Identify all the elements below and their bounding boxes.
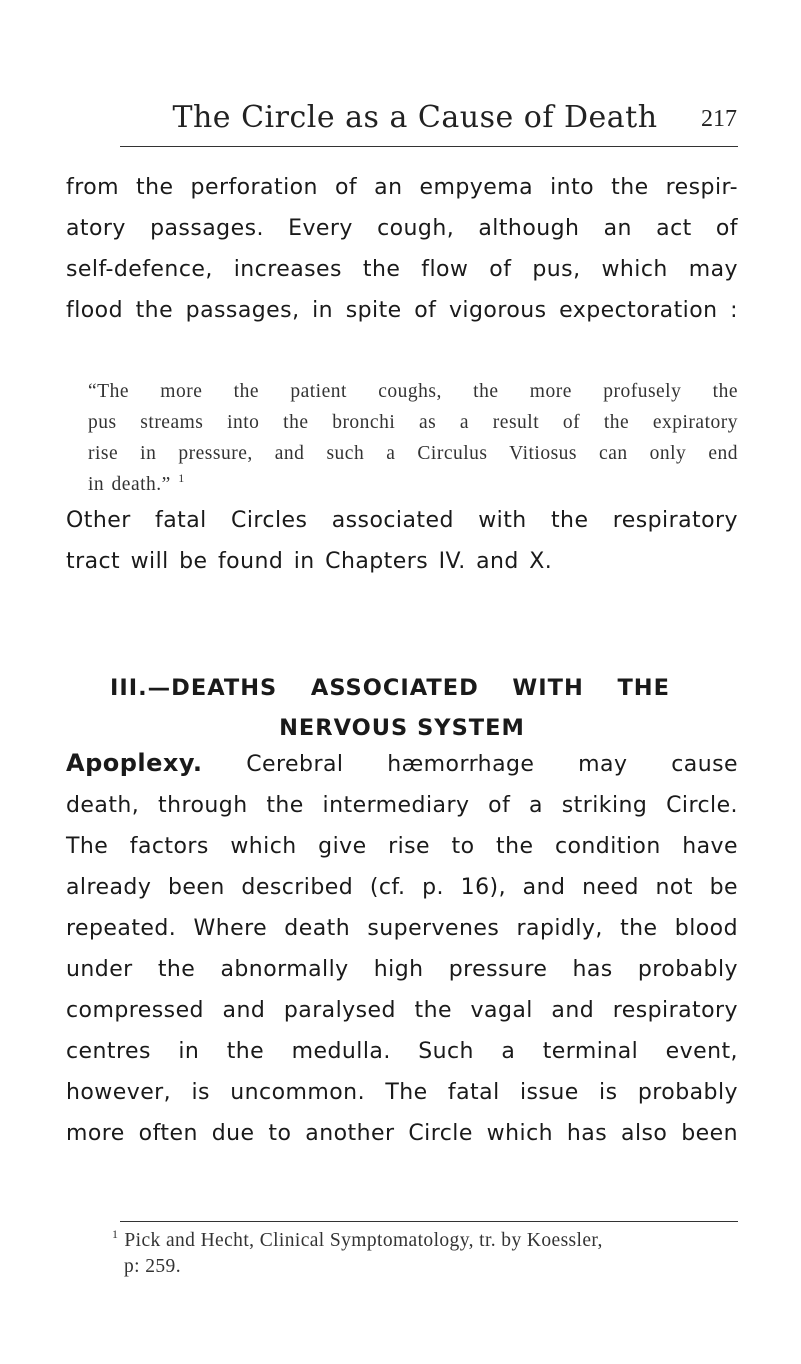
footnote-text: Pick and Hecht, Clinical Symptomatology, tr. by Koessler, [124, 1230, 603, 1251]
footnote-mark: 1 [112, 1227, 119, 1241]
quote-line: rise in pressure, and such a Circulus Vitiosus can only end [88, 443, 738, 464]
text-line: flood the passages, in spite of vigorous expectoration : [66, 298, 738, 323]
paragraph-other-circles [66, 500, 738, 582]
text-line: atory passages. Every cough, although an act of [66, 216, 738, 241]
text-line: centres in the medulla. Such a terminal event, [66, 1039, 738, 1064]
text-line: Other fatal Circles associated with the respiratory [66, 508, 738, 533]
text-line: The factors which give rise to the condition have [66, 834, 738, 859]
section-heading-line-2: NERVOUS SYSTEM [279, 715, 525, 741]
text-line: self-defence, increases the flow of pus, which may [66, 257, 738, 282]
quote-last-line [88, 469, 738, 500]
footnote-line-2: p: 259. [124, 1256, 181, 1277]
footnote [112, 1228, 740, 1280]
running-head [120, 98, 740, 144]
run-in-heading: Apoplexy. [66, 749, 203, 777]
quote-line: pus streams into the bronchi as a result of the expiratory [88, 412, 738, 433]
text-line: death, through the intermediary of a striking Circle. [66, 793, 738, 818]
section-heading [66, 668, 738, 748]
text-line: tract will be found in Chapters IV. and X. [66, 549, 553, 574]
text-line: repeated. Where death supervenes rapidly, the blood [66, 916, 738, 941]
text-line: from the perforation of an empyema into the respir- [66, 175, 738, 200]
page-number: 217 [701, 106, 737, 132]
text-fragment: Cerebral hæmorrhage may cause [246, 752, 738, 777]
text-line: however, is uncommon. The fatal issue is probably [66, 1080, 738, 1105]
header-rule [120, 146, 738, 147]
text-line: compressed and paralysed the vagal and respiratory [66, 998, 738, 1023]
footnote-line-1 [112, 1228, 740, 1254]
quote-line: in death.” [88, 474, 171, 495]
text-line-first [66, 743, 738, 785]
section-heading-line-1: III.—DEATHS ASSOCIATED WITH THE [110, 675, 670, 701]
text-line: under the abnormally high pressure has probably [66, 957, 738, 982]
footnote-rule [120, 1221, 738, 1222]
text-line: more often due to another Circle which has also been [66, 1121, 738, 1146]
running-title: The Circle as a Cause of Death [172, 100, 658, 135]
quote-line: “The more the patient coughs, the more profusely the [88, 381, 738, 402]
text-line: already been described (cf. p. 16), and need not be [66, 875, 738, 900]
paragraph-perforation [66, 167, 738, 331]
footnote-reference: 1 [178, 471, 185, 485]
block-quote [88, 376, 738, 500]
paragraph-apoplexy [66, 743, 738, 1154]
